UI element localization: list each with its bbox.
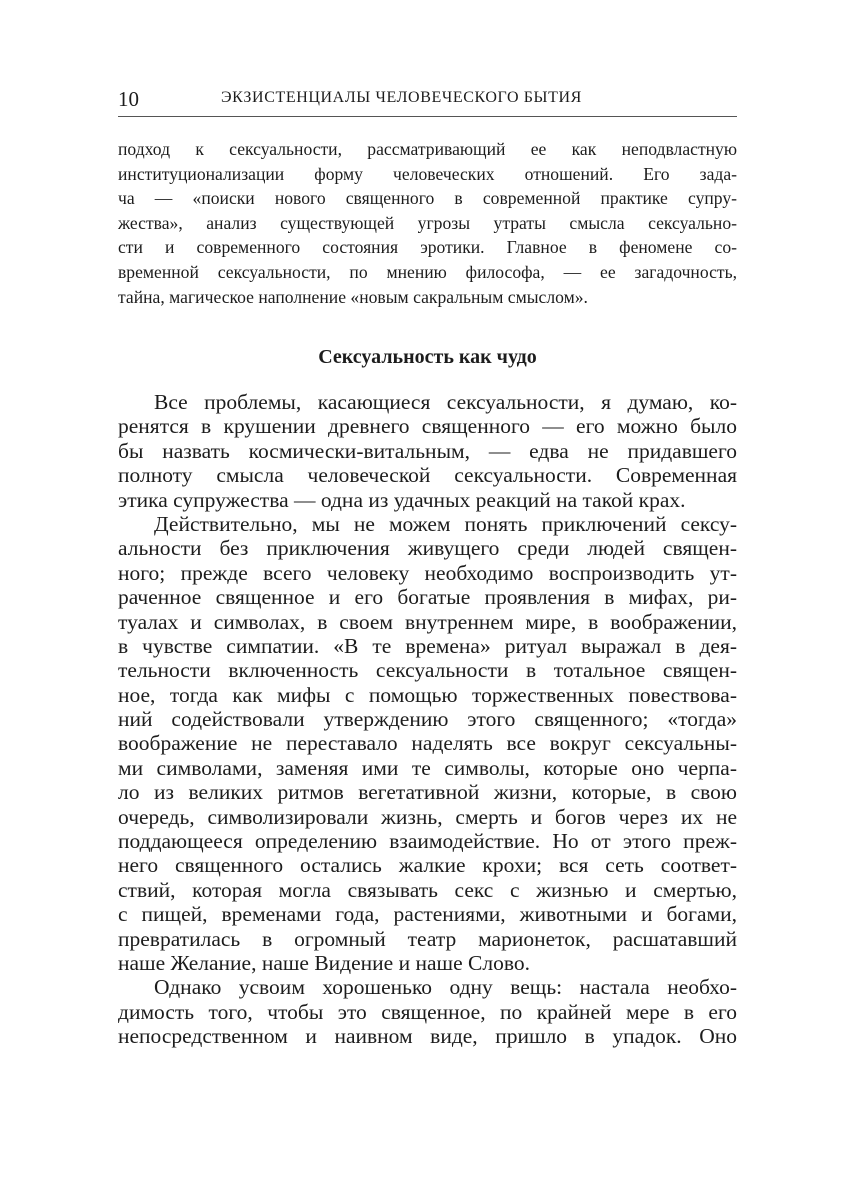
text-line: тельности включенность сексуальности в тотальное священ-: [118, 658, 737, 683]
text-line: ча — «поиски нового священного в современной практике супру-: [118, 188, 737, 209]
text-line: ное, тогда как мифы с помощью торжественных повествова-: [118, 682, 737, 707]
text-line: ми символами, заменяя ими те символы, которые оно черпа-: [118, 755, 737, 780]
text-line: поддающееся определению взаимодействие. Но от этого преж-: [118, 829, 737, 854]
intro-paragraph: [118, 137, 737, 309]
text-line: воображение не переставало наделять все вокруг сексуальны-: [118, 731, 737, 756]
text-line: подход к сексуальности, рассматривающий ее как неподвластную: [118, 139, 737, 159]
running-header: [118, 86, 737, 117]
text-line: димость того, чтобы это священное, по крайней мере в его: [118, 999, 737, 1024]
text-line: сти и современного состояния эротики. Главное в феномене со-: [118, 237, 737, 258]
text-line: раченное священное и его богатые проявления в мифах, ри-: [118, 585, 737, 610]
text-line: превратилась в огромный театр марионеток, расшатавший: [118, 926, 737, 951]
text-line: с пищей, временами года, растениями, животными и богами,: [118, 902, 737, 927]
text-line: бы назвать космически-витальным, — едва не придавшего: [118, 438, 737, 463]
text-line: временной сексуальности, по мнению философа, — ее загадочность,: [118, 261, 737, 282]
text-line: ний содействовали утверждению этого священного; «тогда»: [118, 707, 737, 732]
text-line: Действительно, мы не можем понять приключений сексу-: [154, 511, 737, 536]
text-line: ного; прежде всего человеку необходимо воспроизводить ут-: [118, 560, 737, 585]
text-line: Все проблемы, касающиеся сексуальности, я думаю, ко-: [154, 390, 737, 414]
body-text: [118, 390, 737, 1049]
text-line: ренятся в крушении древнего священного — его можно было: [118, 414, 737, 439]
text-line: ло из великих ритмов вегетативной жизни, которые, в свою: [118, 780, 737, 805]
section-heading: Сексуальность как чудо: [318, 346, 537, 368]
text-line: жества», анализ существующей угрозы утраты смысла сексуально-: [118, 212, 737, 233]
text-line: него священного остались жалкие крохи; вся сеть соответ-: [118, 853, 737, 878]
text-line: непосредственном и наивном виде, пришло в упадок. Оно: [118, 1024, 737, 1049]
text-line: ствий, которая могла связывать секс с жизнью и смертью,: [118, 877, 737, 902]
text-line: альности без приключения живущего среди людей священ-: [118, 536, 737, 561]
page-number: 10: [118, 87, 139, 111]
text-line: в чувстве симпатии. «В те времена» ритуал выражал в дея-: [118, 633, 737, 658]
running-title: ЭКЗИСТЕНЦИАЛЫ ЧЕЛОВЕЧЕСКОГО БЫТИЯ: [221, 89, 582, 106]
text-line: институционализации форму человеческих отношений. Его зада-: [118, 163, 737, 184]
text-line: туалах и символах, в своем внутреннем мире, в воображении,: [118, 609, 737, 634]
text-line: этика супружества — одна из удачных реакций на такой крах.: [118, 487, 686, 512]
text-line: Однако усвоим хорошенько одну вещь: настала необхо-: [154, 975, 737, 1000]
text-line: полноту смысла человеческой сексуальности. Современная: [118, 463, 737, 488]
text-line: очередь, символизировали жизнь, смерть и богов через их не: [118, 804, 737, 829]
text-line: тайна, магическое наполнение «новым сакральным смыслом».: [118, 286, 588, 307]
text-line: наше Желание, наше Видение и наше Слово.: [118, 950, 530, 975]
